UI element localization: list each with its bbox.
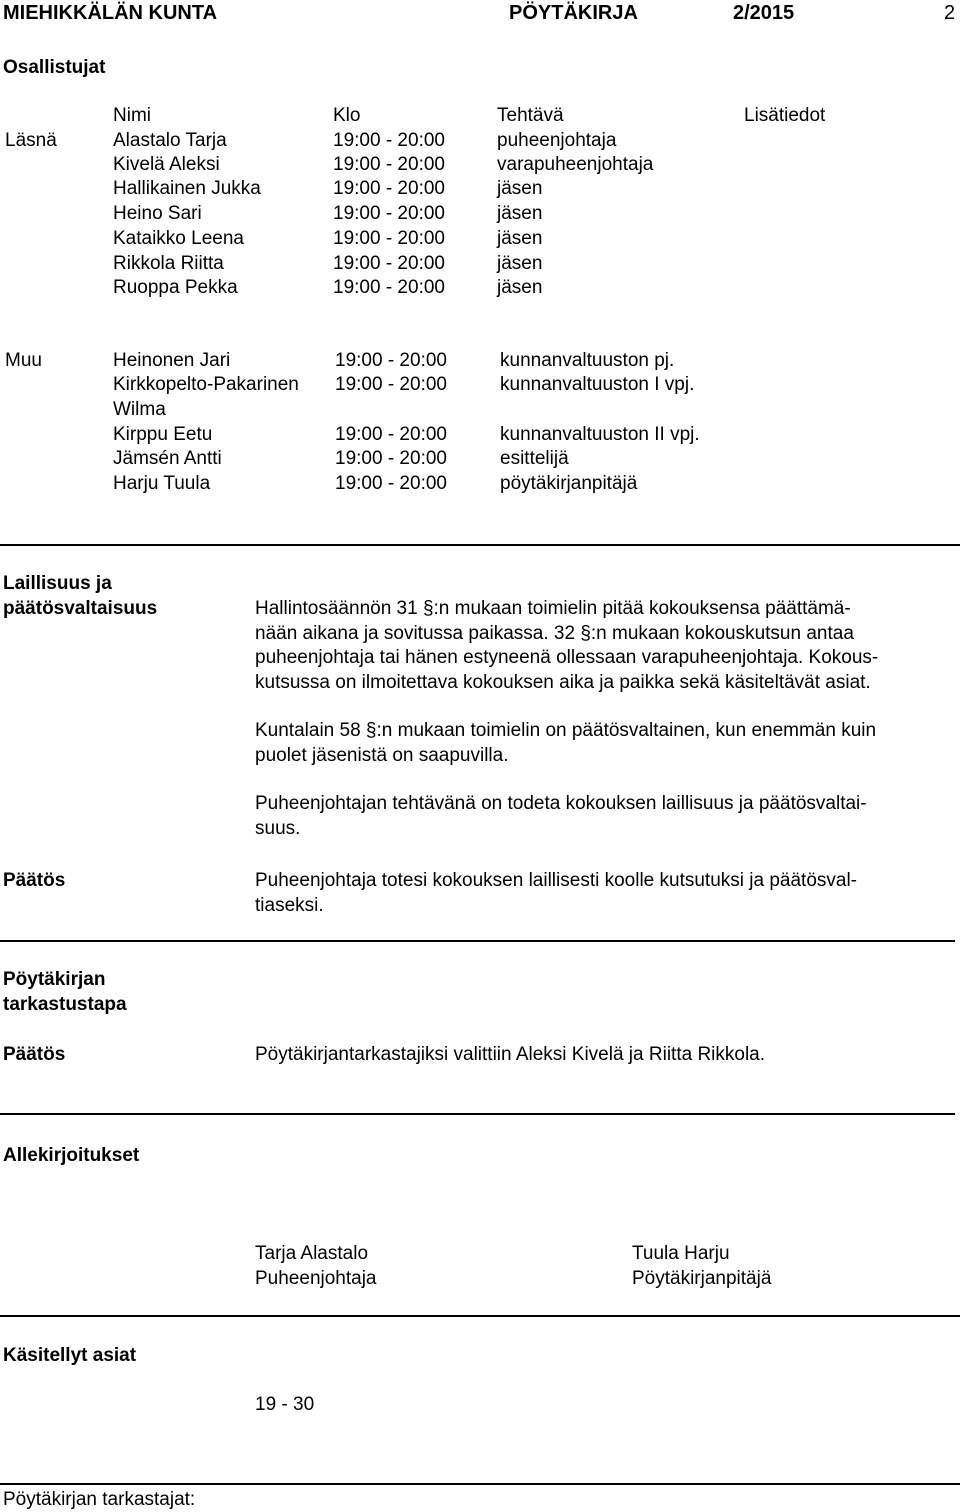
review-decision-label: Päätös (3, 1044, 66, 1065)
present-label: Läsnä (5, 130, 57, 151)
signer2-name: Tuula Harju (632, 1243, 730, 1264)
section-divider (0, 544, 960, 546)
handled-title: Käsitellyt asiat (3, 1345, 137, 1366)
participant-time: 19:00 - 20:00 (333, 130, 445, 151)
participant-time: 19:00 - 20:00 (333, 253, 445, 274)
legality-paragraph-3: Puheenjohtajan tehtävänä on todeta kokouksen laillisuus ja päätösvaltai- suus. (255, 793, 867, 839)
participant-name: Heinonen Jari (113, 350, 231, 371)
participant-name: Kataikko Leena (113, 228, 244, 249)
document-number: 2/2015 (733, 2, 795, 24)
signatures-title: Allekirjoitukset (3, 1145, 140, 1166)
participant-time: 19:00 - 20:00 (335, 448, 447, 469)
participant-name: Hallikainen Jukka (113, 178, 261, 199)
document-type: PÖYTÄKIRJA (509, 2, 638, 24)
participant-name: Ruoppa Pekka (113, 277, 238, 298)
participant-role: esittelijä (500, 448, 569, 469)
participant-time: 19:00 - 20:00 (333, 203, 445, 224)
section-divider (0, 1113, 955, 1115)
participant-name: Jämsén Antti (113, 448, 222, 469)
participant-name: Heino Sari (113, 203, 202, 224)
signer1-name: Tarja Alastalo (255, 1243, 369, 1264)
participant-time: 19:00 - 20:00 (333, 228, 445, 249)
participant-name: Rikkola Riitta (113, 253, 224, 274)
footer-divider (0, 1483, 960, 1485)
participant-time: 19:00 - 20:00 (335, 424, 447, 445)
legality-text (255, 597, 955, 841)
municipality-name: MIEHIKKÄLÄN KUNTA (3, 2, 218, 24)
participant-role: kunnanvaltuuston II vpj. (500, 424, 700, 445)
participant-time: 19:00 - 20:00 (335, 350, 447, 371)
participant-role: jäsen (497, 203, 543, 224)
participant-role: kunnanvaltuuston pj. (500, 350, 675, 371)
column-time-header: Klo (333, 105, 361, 126)
signer1-role: Puheenjohtaja (255, 1268, 377, 1289)
participant-time: 19:00 - 20:00 (335, 374, 447, 395)
participant-time: 19:00 - 20:00 (333, 277, 445, 298)
section-divider (0, 1315, 960, 1317)
legality-paragraph-1: Hallintosäännön 31 §:n mukaan toimielin pitää kokouksensa päättämä- nään aikana ja sovitussa paikassa. 32 §:n mukaan kokouskutsun antaa puheenjohtaja tai hänen estyneenä ollessaan varapuheenjohtaja. Kokous- kutsussa on ilmoitettava kokouksen aika ja paikka sekä käsiteltävät asiat. (255, 598, 879, 693)
participant-role: kunnanvaltuuston I vpj. (500, 374, 695, 395)
other-label: Muu (5, 350, 42, 371)
legality-title-line2: päätösvaltaisuus (3, 598, 158, 619)
participant-name: Kivelä Aleksi (113, 154, 220, 175)
participant-role: jäsen (497, 228, 543, 249)
participant-role: pöytäkirjanpitäjä (500, 473, 638, 494)
page-number: 2 (944, 2, 956, 24)
legality-decision (255, 869, 955, 918)
participant-name-continued: Wilma (113, 399, 166, 420)
participant-name: Kirppu Eetu (113, 424, 213, 445)
participant-name: Alastalo Tarja (113, 130, 227, 151)
participant-time: 19:00 - 20:00 (333, 154, 445, 175)
participant-time: 19:00 - 20:00 (335, 473, 447, 494)
column-name-header: Nimi (113, 105, 151, 126)
legality-decision-label: Päätös (3, 870, 66, 891)
handled-range: 19 - 30 (255, 1394, 315, 1415)
section-divider (0, 940, 955, 942)
legality-paragraph-2: Kuntalain 58 §:n mukaan toimielin on päätösvaltainen, kun enemmän kuin puolet jäsenistä on saapuvilla. (255, 720, 877, 766)
participants-title: Osallistujat (3, 57, 106, 78)
signer2-role: Pöytäkirjanpitäjä (632, 1268, 772, 1289)
review-title-line2: tarkastustapa (3, 994, 127, 1015)
participant-time: 19:00 - 20:00 (333, 178, 445, 199)
participant-role: jäsen (497, 277, 543, 298)
participant-role: jäsen (497, 178, 543, 199)
participant-role: jäsen (497, 253, 543, 274)
legality-title-line1: Laillisuus ja (3, 573, 112, 594)
review-decision-text: Pöytäkirjantarkastajiksi valittiin Aleksi Kivelä ja Riitta Rikkola. (255, 1044, 766, 1065)
legality-decision-text: Puheenjohtaja totesi kokouksen laillisesti koolle kutsutuksi ja päätösval- tiaseksi. (255, 870, 858, 916)
participant-role: varapuheenjohtaja (497, 154, 654, 175)
column-role-header: Tehtävä (497, 105, 564, 126)
review-title-line1: Pöytäkirjan (3, 969, 106, 990)
reviewers-label: Pöytäkirjan tarkastajat: (3, 1489, 196, 1510)
participant-name: Kirkkopelto-Pakarinen (113, 374, 299, 395)
participant-role: puheenjohtaja (497, 130, 617, 151)
column-info-header: Lisätiedot (744, 105, 826, 126)
participant-name: Harju Tuula (113, 473, 211, 494)
